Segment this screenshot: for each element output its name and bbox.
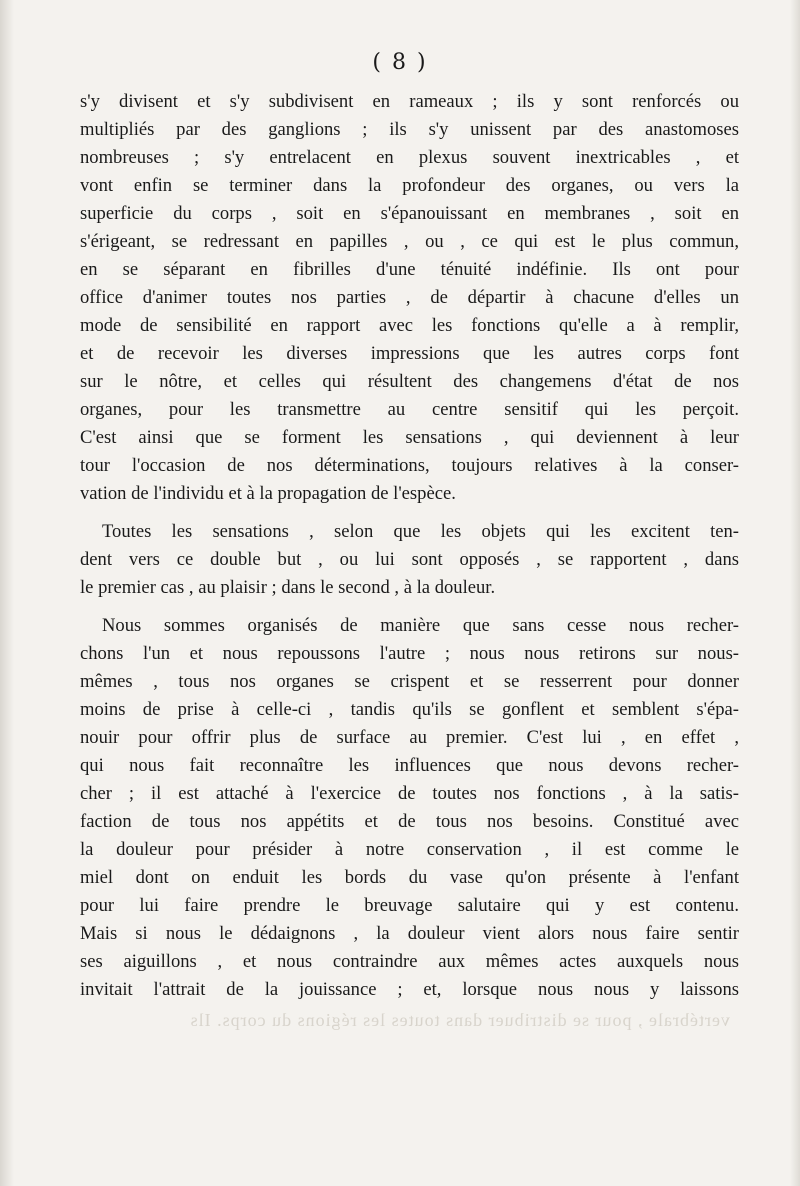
text-line: miel dont on enduit les bords du vase qu'on présente à l'enfant [80, 867, 739, 888]
page-number: ( 8 ) [372, 50, 428, 75]
body-text [80, 88, 739, 1004]
text-line: mode de sensibilité en rapport avec les fonctions qu'elle a à remplir, [80, 315, 739, 336]
text-line: et de recevoir les diverses impressions que les autres corps font [80, 343, 739, 364]
text-line: nouir pour offrir plus de surface au premier. C'est lui , en effet , [80, 727, 739, 748]
text-line: faction de tous nos appétits et de tous nos besoins. Constitué avec [80, 811, 739, 832]
text-line: Mais si nous le dédaignons , la douleur vient alors nous faire sentir [80, 923, 739, 944]
text-line: Nous sommes organisés de manière que sans cesse nous recher- [102, 615, 739, 636]
text-line: pour lui faire prendre le breuvage salutaire qui y est contenu. [80, 895, 739, 916]
text-line: superficie du corps , soit en s'épanouissant en membranes , soit en [80, 203, 739, 224]
text-line: multipliés par des ganglions ; ils s'y unissent par des anastomoses [80, 119, 739, 140]
text-line: qui nous fait reconnaître les influences que nous devons recher- [80, 755, 739, 776]
text-line: nombreuses ; s'y entrelacent en plexus souvent inextricables , et [80, 147, 739, 168]
bleed-through-text: vertébrale , pour se distribuer dans toutes les régions du corps. Ils [189, 1010, 730, 1030]
text-line: vont enfin se terminer dans la profondeur des organes, ou vers la [80, 175, 739, 196]
text-line: invitait l'attrait de la jouissance ; et, lorsque nous nous y laissons [80, 979, 739, 1000]
text-line: cher ; il est attaché à l'exercice de toutes nos fonctions , à la satis- [80, 783, 739, 804]
text-line: chons l'un et nous repoussons l'autre ; nous nous retirons sur nous- [80, 643, 739, 664]
text-line: dent vers ce double but , ou lui sont opposés , se rapportent , dans [80, 549, 739, 570]
page-gutter-shadow [0, 0, 14, 1186]
text-line: vation de l'individu et à la propagation de l'espèce. [80, 483, 456, 504]
text-line: office d'animer toutes nos parties , de départir à chacune d'elles un [80, 287, 739, 308]
text-line: la douleur pour présider à notre conservation , il est comme le [80, 839, 739, 860]
text-line: Toutes les sensations , selon que les objets qui les excitent ten- [102, 521, 739, 542]
text-line: sur le nôtre, et celles qui résultent des changemens d'état de nos [80, 371, 739, 392]
text-line: s'y divisent et s'y subdivisent en rameaux ; ils y sont renforcés ou [80, 91, 739, 112]
text-line: mêmes , tous nos organes se crispent et se resserrent pour donner [80, 671, 739, 692]
text-line: organes, pour les transmettre au centre sensitif qui les perçoit. [80, 399, 739, 420]
text-line: C'est ainsi que se forment les sensations , qui deviennent à leur [80, 427, 739, 448]
text-line: ses aiguillons , et nous contraindre aux mêmes actes auxquels nous [80, 951, 739, 972]
text-line: moins de prise à celle-ci , tandis qu'ils se gonflent et semblent s'épa- [80, 699, 739, 720]
text-line: en se séparant en fibrilles d'une ténuité indéfinie. Ils ont pour [80, 259, 739, 280]
text-line: tour l'occasion de nos déterminations, toujours relatives à la conser- [80, 455, 739, 476]
page-edge-shadow [790, 0, 800, 1186]
text-line: le premier cas , au plaisir ; dans le second , à la douleur. [80, 577, 496, 598]
text-line: s'érigeant, se redressant en papilles , ou , ce qui est le plus commun, [80, 231, 739, 252]
